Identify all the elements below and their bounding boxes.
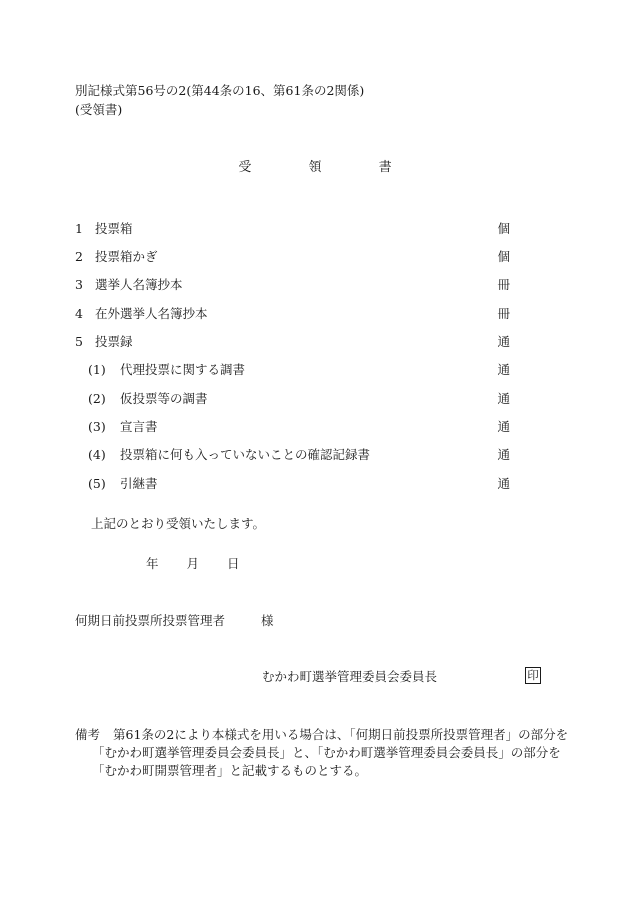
item-number: (3) bbox=[88, 419, 106, 434]
issuer: むかわ町選挙管理委員会委員長 bbox=[262, 669, 438, 684]
list-item bbox=[75, 391, 510, 407]
item-unit: 冊 bbox=[497, 306, 510, 321]
received-statement: 上記のとおり受領いたします。 bbox=[91, 516, 266, 531]
item-unit: 個 bbox=[497, 221, 510, 236]
item-unit: 通 bbox=[497, 334, 510, 349]
list-item bbox=[75, 476, 510, 492]
addressee bbox=[75, 613, 274, 629]
item-number: 2 bbox=[75, 249, 83, 264]
item-label: 宣言書 bbox=[120, 419, 158, 434]
item-number: 3 bbox=[75, 277, 83, 292]
title-char-1: 受 bbox=[238, 160, 252, 175]
addressee-honorific: 様 bbox=[261, 613, 274, 628]
list-item bbox=[75, 334, 510, 350]
list-item bbox=[75, 249, 510, 265]
item-label: 引継書 bbox=[120, 476, 158, 491]
form-subtitle: (受領書) bbox=[75, 102, 123, 117]
item-unit: 通 bbox=[497, 447, 510, 462]
list-item bbox=[75, 221, 510, 237]
date-month: 月 bbox=[186, 556, 200, 571]
form-reference: 別記様式第56号の2(第44条の16、第61条の2関係) bbox=[75, 83, 365, 98]
date-year: 年 bbox=[146, 556, 159, 571]
item-label: 在外選挙人名簿抄本 bbox=[95, 306, 208, 321]
item-number: 1 bbox=[75, 221, 83, 236]
item-label: 仮投票等の調書 bbox=[120, 391, 208, 406]
item-number: 4 bbox=[75, 306, 83, 321]
item-label: 投票箱かぎ bbox=[95, 249, 158, 264]
item-label: 選挙人名簿抄本 bbox=[95, 277, 183, 292]
item-label: 投票箱 bbox=[95, 221, 133, 236]
list-item bbox=[75, 419, 510, 435]
note-label: 備考 bbox=[75, 727, 101, 742]
item-unit: 通 bbox=[497, 476, 510, 491]
item-number: 5 bbox=[75, 334, 83, 349]
item-number: (1) bbox=[88, 362, 106, 377]
item-unit: 通 bbox=[497, 362, 510, 377]
date-day: 日 bbox=[227, 556, 240, 571]
item-label: 投票録 bbox=[95, 334, 133, 349]
item-number: (5) bbox=[88, 476, 106, 491]
note-line-2: 「むかわ町選挙管理委員会委員長」と、「むかわ町選挙管理委員会委員長」の部分を bbox=[92, 745, 561, 760]
item-unit: 通 bbox=[497, 391, 510, 406]
seal-stamp: 印 bbox=[525, 667, 541, 684]
item-label: 投票箱に何も入っていないことの確認記録書 bbox=[120, 447, 371, 462]
document-title bbox=[0, 160, 630, 176]
item-unit: 通 bbox=[497, 419, 510, 434]
item-unit: 冊 bbox=[497, 277, 510, 292]
list-item bbox=[75, 277, 510, 293]
list-item bbox=[75, 306, 510, 322]
date-line bbox=[146, 556, 240, 572]
title-char-2: 領 bbox=[308, 160, 322, 175]
title-char-3: 書 bbox=[378, 160, 392, 175]
note-line-3: 「むかわ町開票管理者」と記載するものとする。 bbox=[92, 763, 368, 778]
item-number: (2) bbox=[88, 391, 106, 406]
addressee-name: 何期日前投票所投票管理者 bbox=[75, 613, 226, 628]
note-line-1: 第61条の2により本様式を用いる場合は、「何期日前投票所投票管理者」の部分を bbox=[113, 727, 569, 742]
item-number: (4) bbox=[88, 447, 106, 462]
item-unit: 個 bbox=[497, 249, 510, 264]
item-label: 代理投票に関する調書 bbox=[120, 362, 246, 377]
list-item bbox=[75, 447, 510, 463]
list-item bbox=[75, 362, 510, 378]
